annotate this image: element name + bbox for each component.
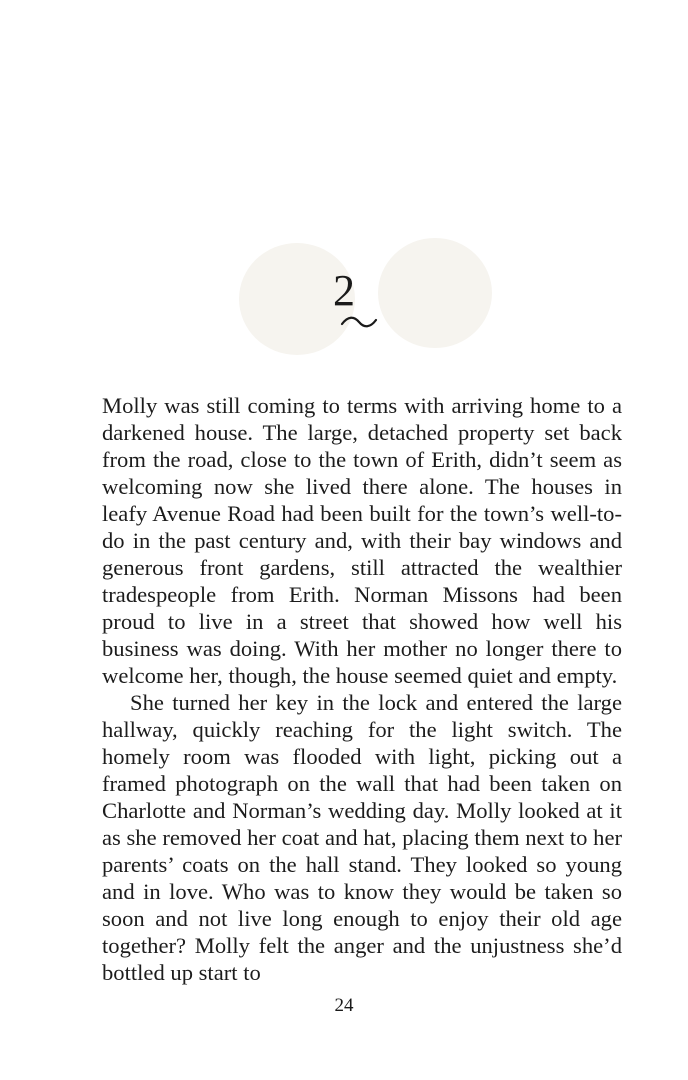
chapter-body — [102, 392, 622, 986]
paragraph-2: She turned her key in the lock and entered the large hallway, quickly reaching for the light switch. The homely room was flooded with light, picking out a framed photograph on the wall that had been taken on Charlotte and Norman’s wedding day. Molly looked at it as she removed her coat and hat, placing them next to her parents’ coats on the hall stand. They looked so young and in love. Who was to know they would be taken so soon and not live long enough to enjoy their old age together? Molly felt the anger and the unjustness she’d bottled up start to — [102, 690, 622, 985]
page-number: 24 — [334, 995, 354, 1016]
chapter-number: 2 — [333, 266, 355, 315]
swash-ornament-icon — [338, 312, 380, 332]
paragraph-1: Molly was still coming to terms with arriving home to a darkened house. The large, detached property set back from the road, close to the town of Erith, didn’t seem as welcoming now she lived there alone. The houses in leafy Avenue Road had been built for the town’s well-to-do in the past century and, with their bay windows and generous front gardens, still attracted the wealthier tradespeople from Erith. Norman Missons had been proud to live in a street that showed how well his business was doing. With her mother no longer there to welcome her, though, the house seemed quiet and empty. — [102, 393, 622, 688]
